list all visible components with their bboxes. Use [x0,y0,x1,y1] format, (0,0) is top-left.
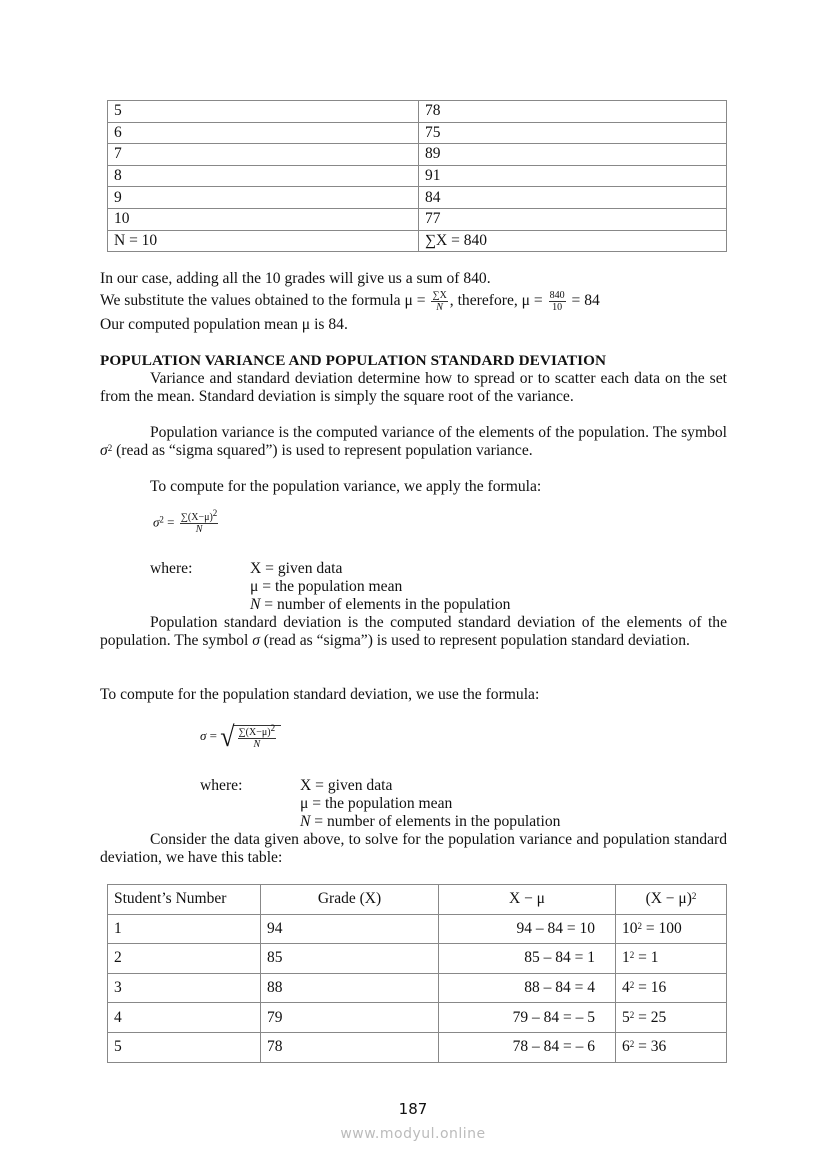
fraction-denominator: N [436,302,443,313]
paragraph-table-intro: Consider the data given above, to solve for the population variance and population standard deviation, we have this table: [100,831,727,866]
table-row [108,914,727,944]
where-label: where: [150,560,193,577]
count-cell: N = 10 [108,230,419,252]
table-row [108,208,727,230]
grade-cell: 89 [419,144,727,166]
text-span: We substitute the values obtained to the formula μ = [100,292,430,310]
mean-value-fraction [549,290,566,313]
grade-cell: 78 [261,1032,439,1062]
table-row [108,1032,727,1062]
text-span: Population variance is the computed variance of the elements of the population. The symbol [150,424,727,441]
grade-cell: 77 [419,208,727,230]
deviation-cell: 94 – 84 = 10 [439,914,616,944]
grade-cell: 88 [261,973,439,1003]
mean-result-sentence: Our computed population mean μ is 84. [100,316,348,333]
paragraph-sd-formula-intro: To compute for the population standard deviation, we use the formula: [100,686,540,703]
grades-table [107,100,727,252]
grade-cell: 75 [419,122,727,144]
student-number-cell: 8 [108,165,419,187]
definition-item: μ = the population mean [300,795,453,812]
sd-formula: σ = √ $\frac{\sum(X-\mu)^2}{N}$ [200,722,281,752]
sd-fraction: $\frac{\sum(X-\mu)^2}{N}$ [238,722,276,750]
grade-cell: 91 [419,165,727,187]
student-number-cell: 5 [108,101,419,123]
squared-cell: $10^2 = 100$ [616,914,727,944]
table-row [108,944,727,974]
student-number-cell: 10 [108,208,419,230]
table-row [108,122,727,144]
student-number-cell: 2 [108,944,261,974]
page-number: 187 [398,1100,428,1118]
paragraph-population-variance: Population variance is the computed variance of the elements of the population. The symbol $\sigma^2$ (read as “sigma squared”) is used to represent population variance. [100,424,727,459]
header-deviation: X − μ [439,885,616,915]
mean-formula-fraction [431,290,447,313]
table-row [108,973,727,1003]
header-squared-deviation: $(X - \mu)^2$ [616,885,727,915]
text-span: (read as “sigma squared”) is used to represent population variance. [112,442,533,459]
grade-cell: 78 [419,101,727,123]
header-student-number: Student’s Number [108,885,261,915]
definition-item: X = given data [300,777,393,794]
mean-sum-sentence: In our case, adding all the 10 grades will give us a sum of 840. [100,270,491,287]
squared-cell: $1^2 = 1$ [616,944,727,974]
mean-substitution-sentence [100,290,600,313]
fraction-numerator: 840 [549,290,565,301]
definition-item: N = number of elements in the population [250,596,511,613]
formula-lhs: σ [200,727,207,743]
fraction-denominator: 10 [552,302,563,313]
fraction-denominator: N [195,524,203,535]
sum-cell: ∑X = 840 [419,230,727,252]
deviation-cell: 88 – 84 = 4 [439,973,616,1003]
sigma-symbol: σ [252,632,260,649]
grade-cell: 84 [419,187,727,209]
table-row [108,1003,727,1033]
sigma-symbol: σ [100,442,108,459]
sd-where-block [200,777,700,833]
deviation-cell: 85 – 84 = 1 [439,944,616,974]
deviation-table [107,884,727,1063]
grade-cell: 85 [261,944,439,974]
grade-cell: 79 [261,1003,439,1033]
table-row [108,187,727,209]
fraction-numerator: ∑X [432,290,447,301]
student-number-cell: 9 [108,187,419,209]
square-root-icon: √ [220,720,235,753]
student-number-cell: 5 [108,1032,261,1062]
student-number-cell: 7 [108,144,419,166]
variance-fraction: $\frac{\sum(X-\mu)^2}{N}$ [180,508,218,535]
section-heading: POPULATION VARIANCE AND POPULATION STANDARD DEVIATION [100,352,607,369]
formula-lhs: σ [153,514,160,530]
paragraph-variance-intro: Variance and standard deviation determine how to spread or to scatter each data on the set from the mean. Standard deviation is simply the square root of the variance. [100,370,727,405]
table-total-row [108,230,727,252]
paragraph-variance-formula-intro: To compute for the population variance, we apply the formula: [150,478,542,495]
fraction-numerator: ∑(X−μ) [238,726,271,738]
paragraph-population-sd [100,614,727,650]
student-number-cell: 1 [108,914,261,944]
table-row [108,101,727,123]
fraction-numerator: ∑(X−μ) [180,512,213,523]
text-span: (read as “sigma”) is used to represent population standard deviation. [259,632,690,649]
deviation-cell: 78 – 84 = – 6 [439,1032,616,1062]
variance-where-block [150,560,650,616]
deviation-cell: 79 – 84 = – 5 [439,1003,616,1033]
grade-cell: 94 [261,914,439,944]
squared-cell: $5^2 = 25$ [616,1003,727,1033]
header-grade: Grade (X) [261,885,439,915]
where-label: where: [200,777,243,794]
student-number-cell: 6 [108,122,419,144]
squared-cell: $6^2 = 36$ [616,1032,727,1062]
squared-cell: $4^2 = 16$ [616,973,727,1003]
table-header-row [108,885,727,915]
watermark: www.modyul.online [340,1126,486,1142]
variance-formula: $\sigma^2$ = $\frac{\sum(X-\mu)^2}{N}$ [153,508,218,535]
fraction-denominator: N [253,738,261,750]
student-number-cell: 3 [108,973,261,1003]
text-span: , therefore, μ = [449,292,547,310]
text-span: = 84 [567,292,600,310]
text-span: Population standard deviation is the computed standard deviation of the elements of the population. The symbol [100,614,727,649]
table-row [108,165,727,187]
student-number-cell: 4 [108,1003,261,1033]
definition-item: μ = the population mean [250,578,403,595]
definition-item: X = given data [250,560,343,577]
definition-item: N = number of elements in the population [300,813,561,830]
table-row [108,144,727,166]
